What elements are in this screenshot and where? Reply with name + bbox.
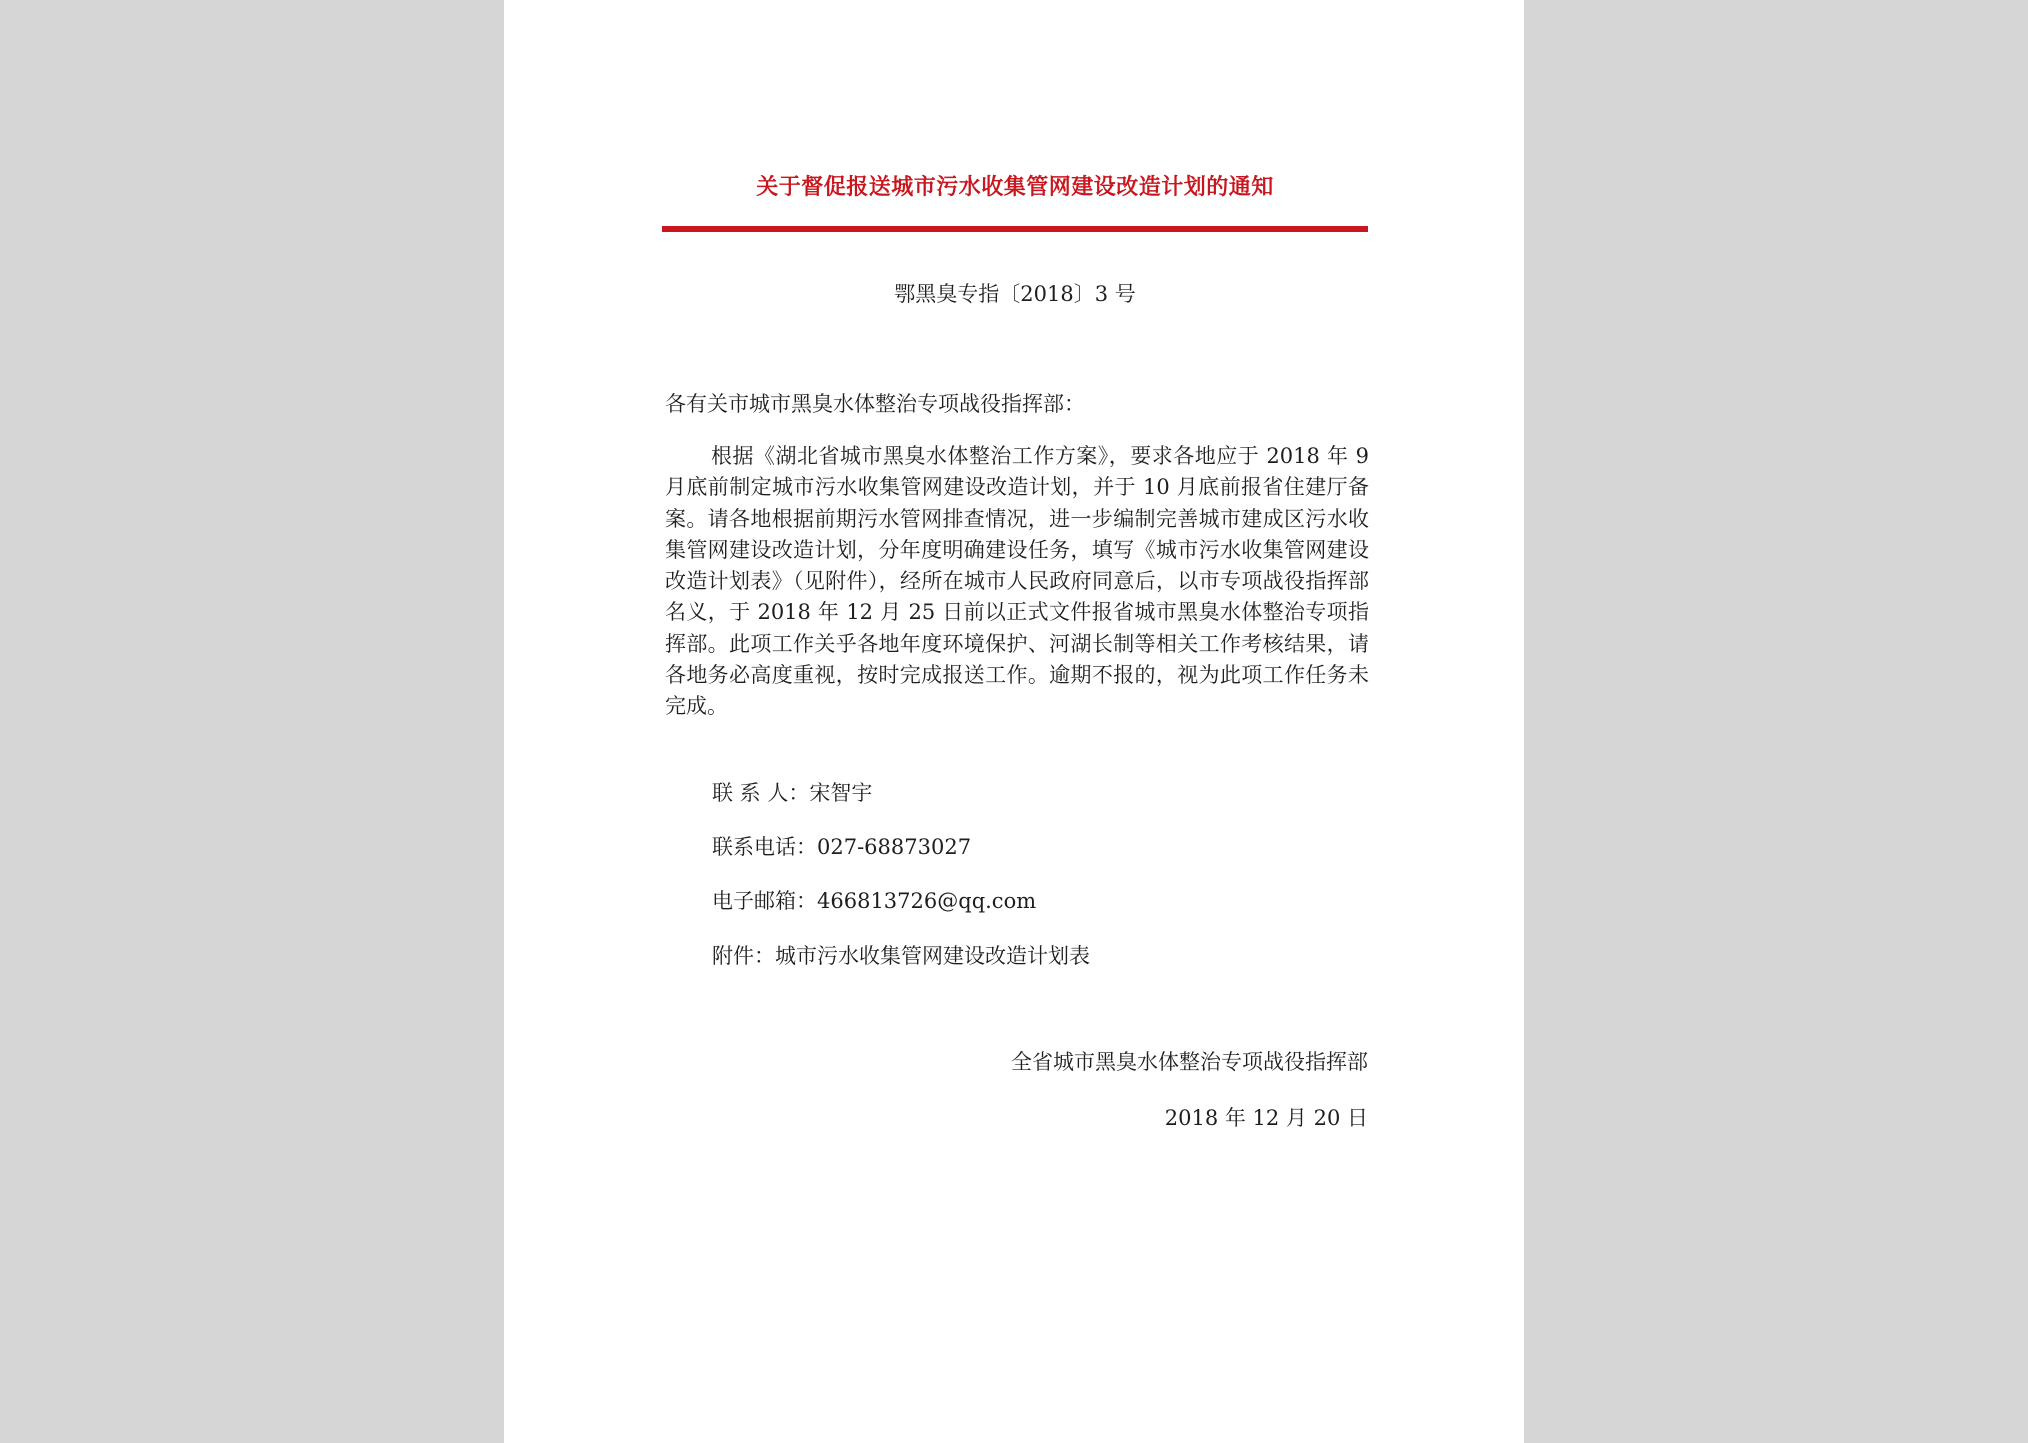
contact-phone: 联系电话：027-68873027 [712,835,972,859]
document-page [504,0,1524,1443]
salutation: 各有关市城市黑臭水体整治专项战役指挥部： [665,392,1085,416]
attachment-line: 附件：城市污水收集管网建设改造计划表 [712,944,1090,968]
red-header-rule [662,226,1368,232]
signature-date: 2018 年 12 月 20 日 [1164,1106,1368,1130]
document-title: 关于督促报送城市污水收集管网建设改造计划的通知 [756,175,1274,200]
body-paragraph: 根据《湖北省城市黑臭水体整治工作方案》，要求各地应于 2018 年 9 月底前制定城市污水收集管网建设改造计划，并于 10 月底前报省住建厅备案。请各地根据前期污水管网排查情况，进一步编制完善城市建成区污水收集管网建设改造计划，分年度明确建设任务，填写《城市污水收集管网建设改造计划表》（见附件），经所在城市人民政府同意后，以市专项战役指挥部名义，于 2018 年 12 月 25 日前以正式文件报省城市黑臭水体整治专项指挥部。此项工作关乎各地年度环境保护、河湖长制等相关工作考核结果，请各地务必高度重视，按时完成报送工作。逾期不报的，视为此项工作任务未完成。 [665,444,1369,719]
contact-person: 联 系 人：宋智宇 [712,781,873,805]
signature-organization: 全省城市黑臭水体整治专项战役指挥部 [1011,1050,1368,1074]
contact-email: 电子邮箱：466813726@qq.com [712,889,1037,913]
document-number: 鄂黑臭专指〔2018〕3 号 [894,282,1136,306]
